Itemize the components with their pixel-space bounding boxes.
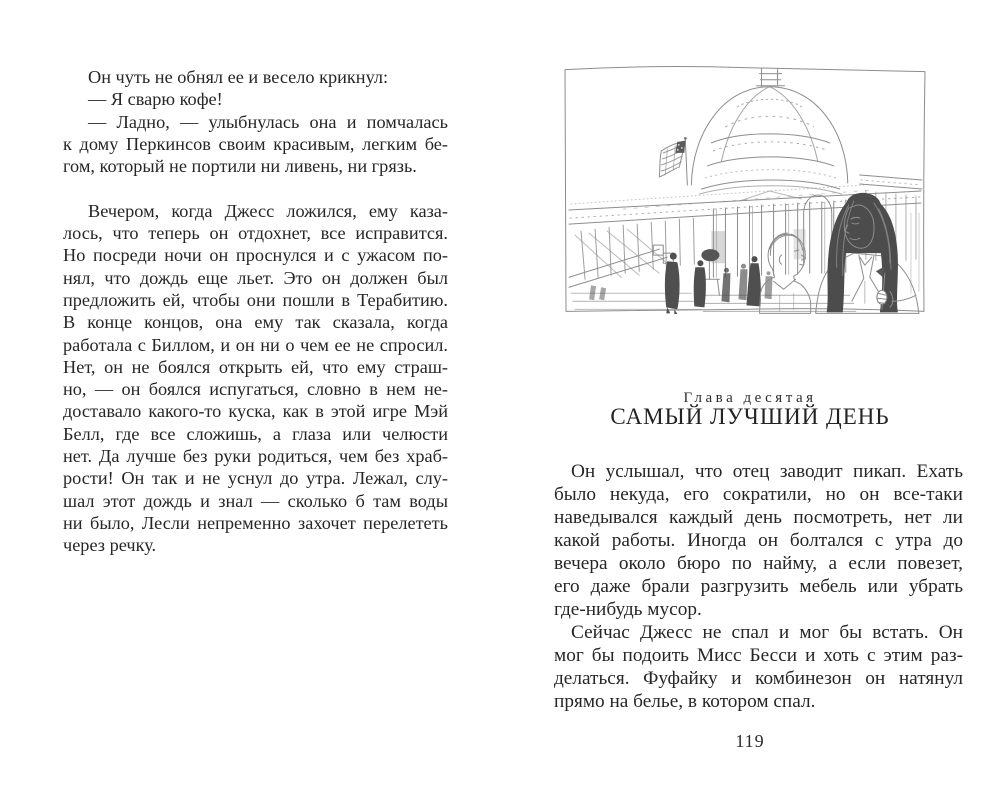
- text-line: было некуда, его сократили, но он все-таки: [554, 484, 963, 505]
- paragraph: [554, 621, 963, 713]
- text-line: предложить ей, чтобы они пошли в Терабитию.: [63, 289, 448, 310]
- text-line: рости! Он так и не уснул до утра. Лежал, слу-: [63, 468, 448, 489]
- chapter-kicker: Глава десятая: [683, 390, 817, 406]
- text-line: Сейчас Джесс не спал и мог бы встать. Он: [571, 622, 963, 643]
- left-text-column: [63, 66, 448, 557]
- text-line: доставало какого-то куска, как в этой игре Мэй: [63, 401, 448, 422]
- text-line: нет. Да лучше без руки родиться, чем без храб-: [63, 446, 448, 467]
- chapter-title: САМЫЙ ЛУЧШИЙ ДЕНЬ: [610, 404, 890, 429]
- text-line: к дому Перкинсов своим красивым, легким бе-: [63, 133, 448, 154]
- text-line: гом, который не портили ни ливень, ни грязь.: [63, 156, 417, 177]
- text-line: работала с Биллом, и он ни о чем ее не спросил.: [63, 334, 448, 355]
- text-line: где-нибудь мусор.: [554, 599, 702, 620]
- right-text-column: [554, 460, 963, 713]
- american-flag: [659, 137, 687, 185]
- text-line: — Я сварю кофе!: [88, 89, 223, 110]
- text-line: Он услышал, что отец заводит пикап. Ехать: [571, 461, 963, 482]
- text-line: прямо на белье, в котором спал.: [554, 691, 816, 712]
- text-line: шал этот дождь и знал — сколько б там воды: [63, 490, 448, 511]
- text-line: мог бы подоить Мисс Бесси и хоть с этим раз-: [554, 645, 963, 666]
- paragraph: [554, 460, 963, 621]
- text-line: Белл, где все сложишь, а глаза или челюсти: [63, 423, 448, 444]
- text-line: ни было, Лесли непременно захочет перелететь: [63, 512, 448, 533]
- text-line: нял, что дождь еще льет. Это он должен был: [63, 267, 448, 288]
- paragraph: [63, 200, 448, 557]
- text-line: вечера около бюро по найму, а если повезет,: [554, 553, 963, 574]
- text-line: — Ладно, — улыбнулась она и помчалась: [88, 111, 448, 132]
- text-line: наведывался каждый день посмотреть, нет ли: [554, 507, 963, 528]
- capitol-dome: [691, 69, 847, 201]
- text-line: Вечером, когда Джесс ложился, ему каза-: [88, 200, 448, 221]
- text-line: его даже брали разгрузить мебель или убрать: [554, 576, 963, 597]
- paragraph: [63, 88, 448, 110]
- text-line: делаться. Фуфайку и комбинезон он натянул: [554, 668, 963, 689]
- paragraph: [63, 66, 448, 88]
- text-line: лось, что теперь он отдохнет, все исправится.: [63, 223, 448, 244]
- text-line: Но посреди ночи он проснулся и с ужасом по-: [63, 245, 448, 266]
- text-line: Нет, он не боялся открыть ей, что ему страш-: [63, 356, 448, 377]
- text-line: какой работы. Иногда он болтался с утра до: [554, 530, 963, 551]
- capitol-illustration: [563, 62, 927, 314]
- text-line: через речку.: [63, 535, 157, 556]
- text-line: В конце концов, она ему так сказала, когда: [63, 312, 448, 333]
- pedestrians: [589, 253, 773, 314]
- text-line: Он чуть не обнял ее и весело крикнул:: [88, 67, 389, 87]
- page-number: 119: [735, 731, 765, 751]
- paragraph: [63, 111, 448, 178]
- text-line: но, — он боялся испугаться, словно в нем не-: [63, 379, 448, 400]
